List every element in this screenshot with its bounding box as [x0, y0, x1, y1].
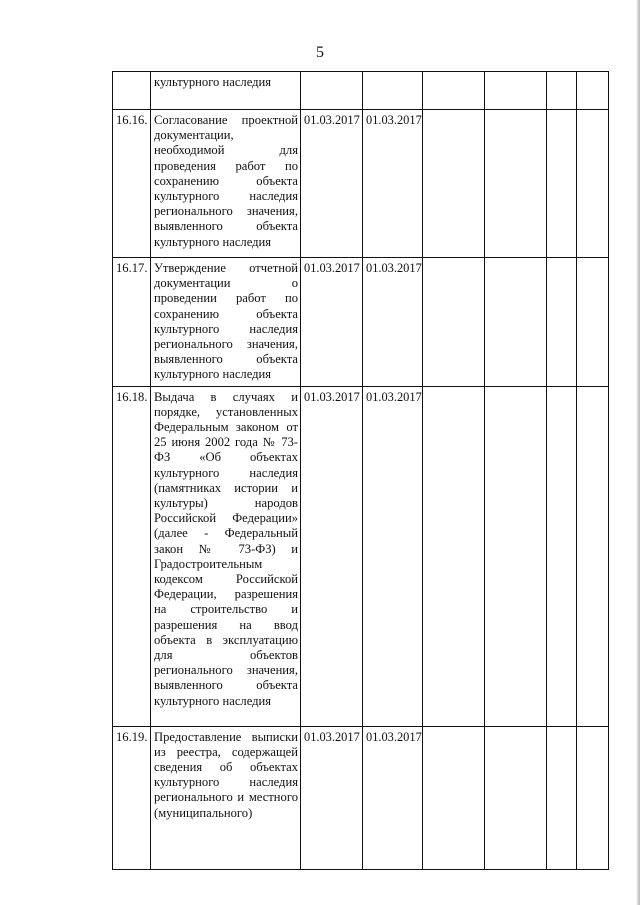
empty-cell — [423, 386, 485, 726]
empty-cell — [423, 72, 485, 110]
empty-cell — [485, 386, 547, 726]
empty-cell — [485, 258, 547, 387]
table-row — [113, 72, 609, 110]
empty-cell — [485, 726, 547, 869]
empty-cell — [577, 386, 609, 726]
empty-cell — [547, 386, 577, 726]
empty-cell — [547, 110, 577, 258]
row-date-start: 01.03.2017 — [301, 386, 363, 726]
row-date-end — [363, 72, 423, 110]
row-description: культурного наследия — [151, 72, 301, 110]
empty-cell — [577, 258, 609, 387]
empty-cell — [547, 726, 577, 869]
empty-cell — [485, 110, 547, 258]
row-date-start: 01.03.2017 — [301, 726, 363, 869]
row-description: Утверждение отчетной документации о проведении работ по сохранению объекта культурного наследия регионального значения, выявленного объекта культурного наследия — [151, 258, 301, 387]
empty-cell — [547, 72, 577, 110]
row-date-start: 01.03.2017 — [301, 110, 363, 258]
row-description: Предоставление выписки из реестра, содержащей сведения об объектах культурного наследия регионального и местного (муниципального) — [151, 726, 301, 869]
row-number: 16.18. — [113, 386, 151, 726]
empty-cell — [577, 72, 609, 110]
row-number — [113, 72, 151, 110]
empty-cell — [577, 110, 609, 258]
services-table — [112, 71, 609, 870]
empty-cell — [423, 258, 485, 387]
empty-cell — [423, 726, 485, 869]
row-number: 16.17. — [113, 258, 151, 387]
table-row — [113, 726, 609, 869]
page-number: 5 — [316, 44, 324, 61]
row-number: 16.19. — [113, 726, 151, 869]
empty-cell — [577, 726, 609, 869]
empty-cell — [485, 72, 547, 110]
table-row — [113, 258, 609, 387]
table-row — [113, 110, 609, 258]
row-date-start: 01.03.2017 — [301, 258, 363, 387]
empty-cell — [423, 110, 485, 258]
table-row — [113, 386, 609, 726]
row-date-end: 01.03.2017 — [363, 726, 423, 869]
row-date-end: 01.03.2017 — [363, 386, 423, 726]
row-date-end: 01.03.2017 — [363, 258, 423, 387]
row-date-start — [301, 72, 363, 110]
row-number: 16.16. — [113, 110, 151, 258]
scan-edge — [636, 0, 640, 905]
row-description: Выдача в случаях и порядке, установленных Федеральным законом от 25 июня 2002 года № 73-ФЗ «Об объектах культурного наследия (памятниках истории и культуры) народов Российской Федерации» (далее - Федеральный закон № 73-ФЗ) и Градостроительным кодексом Российской Федерации, разрешения на строительство и разрешения на ввод объекта в эксплуатацию для объектов регионального значения, выявленного объекта культурного наследия — [151, 386, 301, 726]
row-description: Согласование проектной документации, необходимой для проведения работ по сохранению объекта культурного наследия регионального значения, выявленного объекта культурного наследия — [151, 110, 301, 258]
empty-cell — [547, 258, 577, 387]
row-date-end: 01.03.2017 — [363, 110, 423, 258]
